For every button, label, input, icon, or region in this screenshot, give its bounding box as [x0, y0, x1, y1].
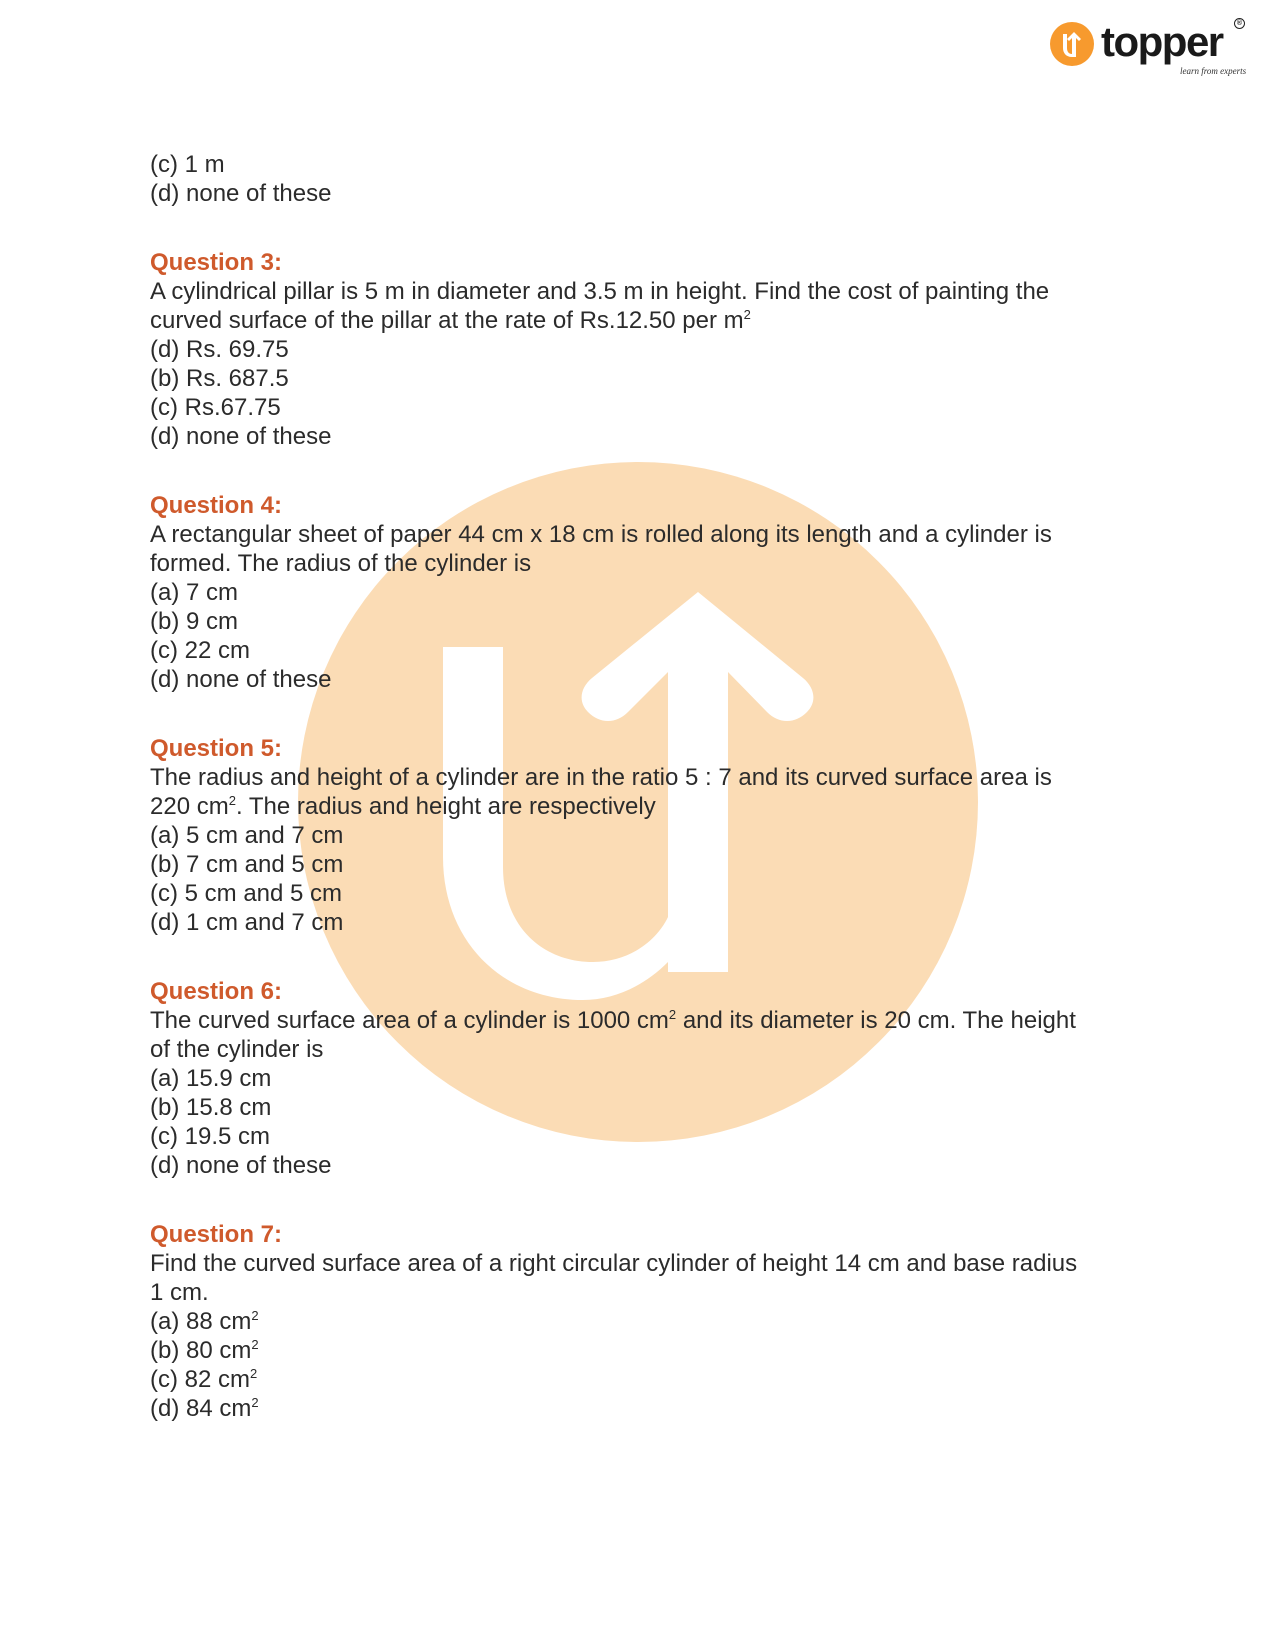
question-title: Question 6:	[150, 978, 283, 1005]
question-block	[150, 977, 1130, 1180]
option-item: (d) 84 $cm^2$	[150, 1395, 259, 1422]
option-item: (b) Rs. 687.5	[150, 365, 289, 392]
question-block	[150, 1220, 1130, 1423]
registered-mark: ®	[1234, 18, 1245, 29]
option-item: (d) none of these	[150, 1152, 332, 1179]
option-item: (d) none of these	[150, 180, 332, 207]
question-block	[150, 491, 1130, 694]
option-item: (a) 15.9 cm	[150, 1065, 272, 1092]
logo-u-icon	[1050, 22, 1094, 66]
option-item: (a) 88 $cm^2$	[150, 1308, 259, 1335]
question-text: curved surface of the pillar at the rate of Rs.12.50 per $m^2$	[150, 307, 751, 334]
question-block	[150, 734, 1130, 937]
question-title: Question 4:	[150, 492, 283, 519]
question-text: A rectangular sheet of paper 44 cm x 18 cm is rolled along its length and a cylinder is	[150, 521, 1052, 548]
option-item: (c) 19.5 cm	[150, 1123, 271, 1150]
option-item: (c) 1 m	[150, 151, 225, 178]
option-item: (d) none of these	[150, 423, 332, 450]
logo-tagline: learn from experts	[1180, 66, 1247, 76]
option-item: (b) 9 cm	[150, 608, 239, 635]
option-item: (d) Rs. 69.75	[150, 336, 289, 363]
question-text: 220 $cm^2$. The radius and height are respectively	[150, 793, 656, 820]
option-item: (c) Rs.67.75	[150, 394, 281, 421]
logo-wordmark: topper	[1101, 18, 1223, 65]
option-item: (a) 7 cm	[150, 579, 239, 606]
option-item: (c) 22 cm	[150, 637, 251, 664]
question-title: Question 7:	[150, 1221, 283, 1248]
option-item: (b) 7 cm and 5 cm	[150, 851, 344, 878]
question-text: of the cylinder is	[150, 1036, 324, 1063]
question-text: A cylindrical pillar is 5 m in diameter and 3.5 m in height. Find the cost of painting the	[150, 278, 1050, 305]
option-item: (d) none of these	[150, 666, 332, 693]
option-item: (b) 80 $cm^2$	[150, 1337, 259, 1364]
question-text: The radius and height of a cylinder are in the ratio 5 : 7 and its curved surface area is	[150, 764, 1052, 791]
continuation-options	[150, 150, 1130, 208]
option-item: (c) 82 $cm^2$	[150, 1366, 258, 1393]
brand-logo	[1050, 16, 1250, 76]
option-item: (c) 5 cm and 5 cm	[150, 880, 343, 907]
question-text: Find the curved surface area of a right circular cylinder of height 14 cm and base radius	[150, 1250, 1078, 1277]
question-title: Question 5:	[150, 735, 283, 762]
question-text: 1 cm.	[150, 1279, 209, 1306]
document-body	[150, 150, 1130, 1423]
option-item: (d) 1 cm and 7 cm	[150, 909, 344, 936]
question-text: formed. The radius of the cylinder is	[150, 550, 532, 577]
question-text: The curved surface area of a cylinder is 1000 $cm^2$ and its diameter is 20 cm. The height	[150, 1007, 1076, 1034]
question-block	[150, 248, 1130, 451]
option-item: (b) 15.8 cm	[150, 1094, 272, 1121]
question-title: Question 3:	[150, 249, 283, 276]
option-item: (a) 5 cm and 7 cm	[150, 822, 344, 849]
